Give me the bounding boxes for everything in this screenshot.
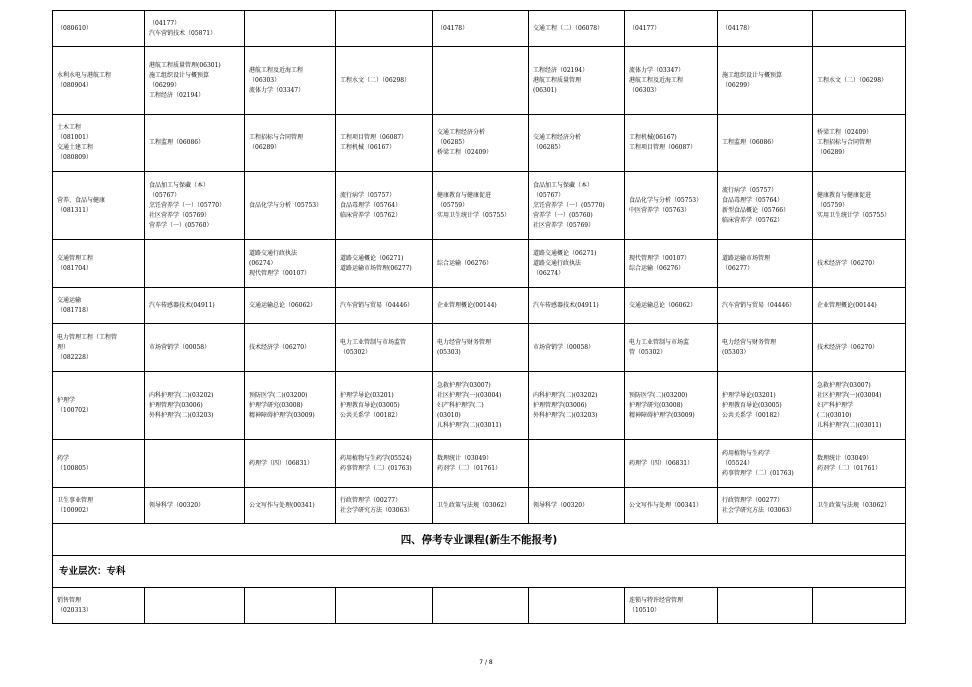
cell-line: 儿科护理学(二)(03011) [437, 421, 502, 429]
cell-line: （05524） [722, 459, 754, 467]
cell-line: 食品毒理学（05764） [340, 201, 402, 209]
cell-line: （06299） [722, 81, 754, 89]
cell-line: 数理统计（03049） [817, 454, 873, 462]
cell-line: 交通工程（二）（06078） [533, 24, 604, 32]
course-cell [245, 440, 336, 488]
course-cell [529, 172, 625, 240]
course-cell [718, 324, 813, 372]
course-cell [145, 11, 245, 47]
cell-line: （06289） [817, 149, 849, 156]
table-body [53, 11, 906, 624]
cell-line: （100702） [57, 406, 92, 414]
course-cell [245, 488, 336, 524]
cell-line: 电力管理工程（工程管 [57, 333, 118, 341]
cell-line: 护理教育导论(03005) [722, 401, 782, 409]
cell-line: （05759） [817, 201, 849, 209]
cell-line: 护理管理学(03006) [533, 401, 587, 409]
cell-line: 企业管理概论(00144) [817, 301, 877, 309]
cell-line: 烹饪营养学（一）（05770） [149, 201, 226, 209]
cell-line: 桥梁工程（02409） [437, 149, 493, 156]
cell-line: （06285） [533, 144, 565, 151]
course-cell [433, 47, 529, 115]
cell-line: 交通运输总论（06062） [629, 301, 697, 309]
table-row [53, 288, 906, 324]
cell-line: 社区营养学（05769） [533, 221, 595, 229]
cell-line: （06274） [533, 269, 565, 277]
cell-line: 社会学研究方法（03063） [340, 506, 414, 514]
cell-line: 流行病学（05757） [722, 186, 778, 194]
cell-line: 精神障碍护理学(03009) [629, 411, 695, 419]
course-cell [336, 324, 433, 372]
cell-line: 电力经营与财务管理 [722, 338, 777, 346]
cell-line: 连锁与特许经营管理 [629, 596, 684, 604]
cell-line: （100805） [57, 464, 92, 472]
cell-line: 汽车营销与贸易（04446） [340, 301, 414, 309]
major-cell [53, 288, 145, 324]
cell-line: 流体力学（03347） [629, 66, 685, 74]
cell-line: 施工组织设计与概预算 [722, 71, 783, 79]
course-cell [813, 324, 906, 372]
major-cell [53, 588, 145, 624]
course-cell [433, 372, 529, 440]
cell-line: 电力工业管制与市场监管 [340, 338, 407, 346]
course-cell [529, 372, 625, 440]
cell-line: 技术经济学（06270） [249, 343, 311, 351]
course-cell [718, 488, 813, 524]
course-cell [718, 288, 813, 324]
course-cell [813, 440, 906, 488]
course-cell [145, 172, 245, 240]
cell-line: 护理学研究(03008) [629, 401, 683, 409]
cell-line: 新型食品概论（05766） [722, 206, 790, 214]
cell-line: (05303） [722, 348, 750, 356]
cell-line: 公文写作与处理（00341） [629, 501, 703, 509]
cell-line: 食品化学与分析（05753） [249, 201, 323, 209]
course-cell [336, 588, 433, 624]
course-cell [529, 488, 625, 524]
course-cell [336, 172, 433, 240]
cell-line: （081704） [57, 264, 92, 272]
course-cell [718, 240, 813, 288]
course-cell [529, 11, 625, 47]
cell-line: 工程机械(06167) [629, 134, 677, 141]
cell-line: 护理学导论(03201) [340, 391, 394, 399]
course-cell [145, 324, 245, 372]
course-cell [718, 372, 813, 440]
cell-line: 技术经济学（06270） [817, 343, 879, 351]
level-label-row [53, 556, 906, 588]
cell-line: 药理学（四）（06831） [249, 459, 314, 467]
course-cell [625, 488, 718, 524]
cell-line: 护理教育导论(03005) [340, 401, 400, 409]
course-cell [145, 372, 245, 440]
cell-line: 工程项目管理（06087） [340, 134, 408, 141]
cell-line: 公共关系学（00182） [722, 411, 784, 419]
cell-line: 道路交通行政执法 [533, 259, 582, 267]
cell-line: 药事管理学（二）(01763) [722, 469, 794, 477]
cell-line: 汽车传感器技术(04911) [533, 301, 599, 309]
cell-line: （081001） [57, 134, 92, 141]
course-cell [145, 488, 245, 524]
cell-line: （080904） [57, 81, 92, 89]
cell-line: （06285） [437, 139, 469, 146]
level-label: 专业层次：专科 [53, 556, 906, 588]
course-cell [433, 172, 529, 240]
major-cell [53, 47, 145, 115]
cell-line: 领导科学（00320） [533, 501, 589, 509]
course-cell [625, 324, 718, 372]
course-cell [813, 488, 906, 524]
cell-line: 食品化学与分析（05753） [629, 196, 703, 204]
cell-line: 实用卫生统计学（05755） [817, 211, 891, 219]
course-cell [813, 47, 906, 115]
course-cell [245, 172, 336, 240]
course-cell [336, 11, 433, 47]
cell-line: 药学 [57, 454, 70, 462]
cell-line: （081311） [57, 206, 92, 214]
course-cell [718, 115, 813, 172]
course-cell [529, 115, 625, 172]
course-cell [245, 115, 336, 172]
cell-line: 中医营养学（05763） [629, 206, 691, 214]
cell-line: 水利水电与港航工程 [57, 71, 112, 79]
cell-line: 流体力学（03347） [249, 86, 305, 94]
cell-line: 药剂学（二）（01761） [817, 464, 882, 472]
course-cell [433, 288, 529, 324]
cell-line: 工程招标与合同管理 [249, 134, 304, 141]
cell-line: （081718） [57, 306, 92, 314]
course-cell [813, 240, 906, 288]
cell-line: 汽车营销技术（05871） [149, 29, 217, 37]
cell-line: （05767） [149, 191, 181, 199]
course-cell [813, 288, 906, 324]
cell-line: 妇产科护理学(二) [437, 401, 484, 409]
course-cell [145, 115, 245, 172]
course-cell [245, 324, 336, 372]
cell-line: 交通土建工程 [57, 144, 94, 151]
course-cell [336, 240, 433, 288]
major-cell [53, 440, 145, 488]
cell-line: 护理学 [57, 396, 76, 404]
cell-line: 药用植物与生药学 [722, 449, 771, 457]
cell-line: 土木工程 [57, 124, 82, 131]
cell-line: 工程监理（06086） [722, 139, 778, 146]
course-cell [625, 115, 718, 172]
page-number: 7 / 8 [479, 659, 493, 666]
cell-line: （082228） [57, 353, 92, 361]
major-cell [53, 324, 145, 372]
cell-line: 工程经济（02194） [533, 66, 589, 74]
cell-line: 工程水文（二）（06298） [340, 76, 411, 84]
cell-line: 护理学导论(03201) [722, 391, 776, 399]
table-row [53, 324, 906, 372]
section-title: 四、停考专业课程(新生不能报考) [53, 524, 906, 556]
cell-line: （080610） [57, 24, 92, 32]
course-cell [718, 588, 813, 624]
cell-line: 港航工程质量管理 [533, 76, 582, 84]
cell-line: 精神障碍护理学(03009) [249, 411, 315, 419]
cell-line: 社会学研究方法（03063） [722, 506, 796, 514]
course-cell [245, 372, 336, 440]
cell-line: 食品加工与保藏（本） [533, 181, 594, 189]
course-cell [813, 115, 906, 172]
table-row [53, 240, 906, 288]
cell-line: 技术经济学（06270） [817, 259, 879, 267]
cell-line: 食品加工与保藏（本） [149, 181, 210, 189]
cell-line: 儿科护理学(二)(03011) [817, 421, 882, 429]
cell-line: (06301) [533, 86, 557, 94]
cell-line: 理） [57, 343, 70, 351]
cell-line: 实用卫生统计学（05755） [437, 211, 511, 219]
cell-line: 卫生事业管理 [57, 496, 94, 504]
course-cell [625, 172, 718, 240]
course-cell [433, 11, 529, 47]
course-cell [145, 240, 245, 288]
course-cell [336, 488, 433, 524]
cell-line: 营养学（一）(05760） [149, 221, 213, 229]
cell-line: 公文写作与处理(00341) [249, 501, 315, 509]
course-cell [625, 11, 718, 47]
course-cell [433, 115, 529, 172]
cell-line: 交通工程经济分析 [533, 134, 582, 141]
cell-line: 交通管理工程 [57, 254, 94, 262]
cell-line: 预防医学(二)(03200) [629, 391, 688, 399]
cell-line: 行政管理学（00277） [340, 496, 402, 504]
course-cell [145, 47, 245, 115]
cell-line: 港航工程质量管理(06301) [149, 61, 221, 69]
cell-line: 药事管理学（二）(01763) [340, 464, 412, 472]
cell-line: （10510） [629, 606, 661, 614]
cell-line: （04178） [437, 24, 469, 32]
cell-line: 食品毒理学（05764） [722, 196, 784, 204]
course-cell [625, 588, 718, 624]
course-cell [145, 588, 245, 624]
cell-line: 现代管理学（00107） [249, 269, 311, 277]
cell-line: 临床营养学（05762） [722, 216, 784, 224]
table-row [53, 11, 906, 47]
cell-line: 药用植物与生药学(05524) [340, 454, 412, 462]
section-title-row [53, 524, 906, 556]
major-cell [53, 372, 145, 440]
course-cell [813, 372, 906, 440]
course-cell [625, 240, 718, 288]
table-row [53, 372, 906, 440]
cell-line: 外科护理学(二)(03203) [149, 411, 214, 419]
cell-line: 道路交通概论（06271) [340, 254, 404, 262]
cell-line: (06274） [249, 259, 277, 267]
cell-line: 卫生政策与法规（03062） [437, 501, 511, 509]
course-cell [433, 488, 529, 524]
course-cell [245, 588, 336, 624]
cell-line: （05767） [533, 191, 565, 199]
cell-line: 外科护理学(二)(03203) [533, 411, 598, 419]
cell-line: （020313） [57, 606, 92, 614]
table-row [53, 115, 906, 172]
cell-line: 卫生政策与法规（03062） [817, 501, 891, 509]
cell-line: （100902） [57, 506, 92, 514]
course-cell [145, 440, 245, 488]
course-cell [245, 288, 336, 324]
cell-line: 营养、食品与健康 [57, 196, 106, 204]
course-schedule-table [52, 10, 906, 624]
cell-line: 综合运输（06276） [629, 264, 685, 272]
course-cell [529, 324, 625, 372]
course-cell [433, 440, 529, 488]
cell-line: (05303) [437, 348, 461, 356]
cell-line: 流行病学（05757） [340, 191, 396, 199]
course-cell [625, 440, 718, 488]
course-cell [433, 324, 529, 372]
course-cell [433, 588, 529, 624]
cell-line: （04178） [722, 24, 754, 32]
cell-line: 药剂学（二）（01761） [437, 464, 502, 472]
cell-line: 综合运输（06276） [437, 259, 493, 267]
cell-line: 急救护理学(03007) [817, 381, 871, 389]
cell-line: 工程招标与合同管理 [817, 139, 872, 146]
course-cell [336, 288, 433, 324]
cell-line: (二)(03010) [817, 411, 852, 419]
cell-line: 交通工程经济分析 [437, 129, 486, 136]
cell-line: 工程项目管理（06087） [629, 144, 697, 151]
cell-line: （06303） [629, 86, 661, 94]
table-row [53, 440, 906, 488]
table-row [53, 47, 906, 115]
major-cell [53, 488, 145, 524]
course-cell [245, 240, 336, 288]
cell-line: 汽车营销与贸易（04446） [722, 301, 796, 309]
cell-line: 市场营销学（00058） [149, 343, 211, 351]
cell-line: 道路交通行政执法 [249, 249, 298, 257]
cell-line: 公共关系学（00182） [340, 411, 402, 419]
course-cell [529, 240, 625, 288]
course-cell [433, 240, 529, 288]
cell-line: 行政管理学（00277） [722, 496, 784, 504]
cell-line: 销售管理 [57, 596, 82, 604]
cell-line: 药理学（四）（06831） [629, 459, 694, 467]
cell-line: 交通运输总论（06062） [249, 301, 317, 309]
cell-line: 企业管理概论(00144) [437, 301, 497, 309]
cell-line: （04177） [629, 24, 661, 32]
course-cell [336, 47, 433, 115]
cell-line: 电力工业管制与市场监 [629, 338, 690, 346]
cell-line: 汽车传感器技术(04911) [149, 301, 215, 309]
cell-line: 数理统计（03049） [437, 454, 493, 462]
cell-line: 烹饪营养学（一）(05770) [533, 201, 605, 209]
course-cell [336, 372, 433, 440]
course-cell [529, 440, 625, 488]
cell-line: 工程水文（二）（06298） [817, 76, 888, 84]
cell-line: 施工组织设计与概预算 [149, 71, 210, 79]
cell-line: （080809） [57, 154, 92, 161]
cell-line: （05759） [437, 201, 469, 209]
cell-line: （06303） [249, 76, 281, 84]
cell-line: 港航工程及近海工程 [249, 66, 304, 74]
course-cell [718, 11, 813, 47]
cell-line: （06289） [249, 144, 281, 151]
cell-line: 急救护理学(03007) [437, 381, 491, 389]
cell-line: 临床营养学（05762） [340, 211, 402, 219]
cell-line: 管（05302） [629, 348, 667, 356]
cell-line: （05302） [340, 348, 372, 356]
course-cell [529, 588, 625, 624]
cell-line: 电力经营与财务管理 [437, 338, 492, 346]
course-cell [718, 440, 813, 488]
course-cell [245, 11, 336, 47]
cell-line: 道路运输市场管理(06277) [340, 264, 412, 272]
course-cell [336, 440, 433, 488]
cell-line: （04177） [149, 19, 181, 27]
cell-line: 交通运输 [57, 296, 82, 304]
cell-line: 内科护理学(二)(03202) [149, 391, 214, 399]
cell-line: 营养学（一）(05760) [533, 211, 593, 219]
course-cell [813, 11, 906, 47]
course-cell [529, 47, 625, 115]
cell-line: 工程监理（06086） [149, 139, 205, 146]
cell-line: 社区护理学(一)(03004) [817, 391, 882, 399]
cell-line: 工程经济（02194） [149, 91, 205, 99]
cell-line: 道路交通概论（06271) [533, 249, 597, 257]
cell-line: 桥梁工程（02409） [817, 129, 873, 136]
cell-line: 妇产科护理学 [817, 401, 854, 409]
course-cell [718, 172, 813, 240]
course-cell [245, 47, 336, 115]
major-cell [53, 240, 145, 288]
cell-line: （06299） [149, 81, 181, 89]
course-cell [145, 288, 245, 324]
cell-line: 健康教育与健康促进 [437, 191, 492, 199]
cell-line: 市场营销学（00058） [533, 343, 595, 351]
cell-line: 港航工程及近海工程 [629, 76, 684, 84]
course-cell [625, 372, 718, 440]
cell-line: 健康教育与健康促进 [817, 191, 872, 199]
cell-line: 护理管理学(03006) [149, 401, 203, 409]
cell-line: 领导科学（00320） [149, 501, 205, 509]
cell-line: (03010) [437, 411, 461, 419]
course-cell [625, 288, 718, 324]
cell-line: 内科护理学(二)(03202) [533, 391, 598, 399]
table-row [53, 172, 906, 240]
cell-line: 预防医学(二)(03200) [249, 391, 308, 399]
cell-line: 社区营养学（05769） [149, 211, 211, 219]
cell-line: 道路运输市场管理 [722, 254, 771, 262]
course-cell [336, 115, 433, 172]
course-cell [813, 588, 906, 624]
cell-line: 护理学研究(03008) [249, 401, 303, 409]
cell-line: （06277） [722, 264, 754, 272]
major-cell [53, 172, 145, 240]
major-cell [53, 11, 145, 47]
cell-line: 工程机械（06167） [340, 144, 396, 151]
cell-line: 现代管理学（00107） [629, 254, 691, 262]
major-cell [53, 115, 145, 172]
table-row [53, 588, 906, 624]
course-cell [813, 172, 906, 240]
table-row [53, 488, 906, 524]
course-cell [625, 47, 718, 115]
course-cell [718, 47, 813, 115]
cell-line: 社区护理学(一)(03004) [437, 391, 502, 399]
course-cell [529, 288, 625, 324]
